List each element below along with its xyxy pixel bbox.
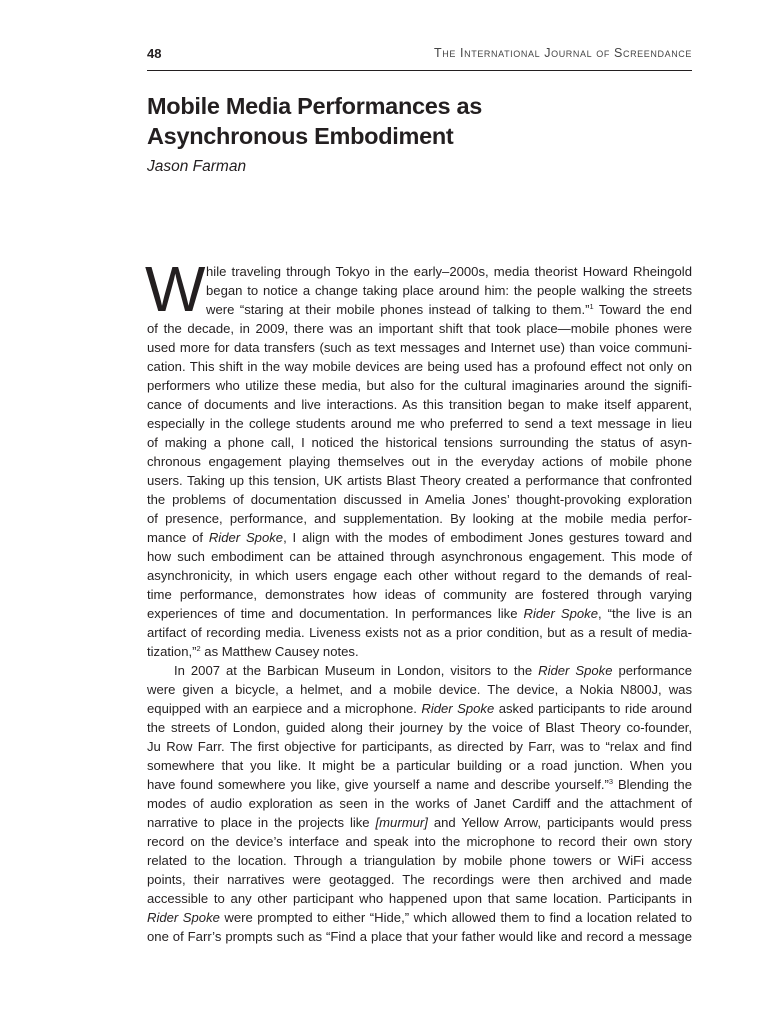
body-line xyxy=(147,376,692,395)
text-run: of making a phone call, I noticed the historical tensions surrounding the status of asyn- xyxy=(147,435,692,450)
italic-title: Rider Spoke xyxy=(523,606,598,621)
article-title-line: Mobile Media Performances as xyxy=(147,93,483,119)
text-run: asynchronicity, in which users engage each other without regard to the demands of real- xyxy=(147,568,692,583)
body-line xyxy=(147,528,692,547)
body-line xyxy=(147,262,692,281)
body-line xyxy=(147,832,692,851)
body-line xyxy=(147,718,692,737)
text-run: have found somewhere you like, give yourself a name and describe yourself.” xyxy=(147,777,609,792)
running-head xyxy=(147,46,692,62)
text-run: time performance, demonstrates how ideas of community are fostered through varying xyxy=(147,587,692,602)
text-run: hile traveling through Tokyo in the early–2000s, media theorist Howard Rheingold xyxy=(206,264,692,279)
text-run: one of Farr’s prompts such as “Find a place that your father would like and record a message xyxy=(147,929,692,944)
text-run: artifact of recording media. Liveness exists not as a prior condition, but as a result of media- xyxy=(147,625,692,640)
text-run: were “staring at their mobile phones instead of talking to them.” xyxy=(206,302,590,317)
text-run: used more for data transfers (such as text messages and Internet use) than voice communi- xyxy=(147,340,692,355)
body-line xyxy=(147,699,692,718)
footnote-ref: 3 xyxy=(608,777,614,786)
text-run: modes of audio exploration as seen in the works of Janet Cardiff and the attachment of xyxy=(147,796,692,811)
body-line xyxy=(147,794,692,813)
journal-title: The International Journal of Screendance xyxy=(434,46,692,60)
article-body xyxy=(145,253,693,946)
body-line xyxy=(147,623,692,642)
text-run: especially in the college students around me who preferred to send a text message in lieu xyxy=(147,416,692,431)
body-line xyxy=(147,927,692,946)
drop-cap: W xyxy=(145,253,206,325)
body-line xyxy=(147,471,692,490)
body-line xyxy=(147,490,692,509)
body-line xyxy=(147,433,692,452)
body-line xyxy=(147,889,692,908)
text-run: accessible to any other participant who happened upon that same location. Participants in xyxy=(147,891,692,906)
text-run: of the decade, in 2009, there was an important shift that took place—mobile phones were xyxy=(147,321,692,336)
body-line xyxy=(147,414,692,433)
body-line xyxy=(147,585,692,604)
text-run: chronous engagement playing themselves out in the everyday actions of mobile phone xyxy=(147,454,692,469)
text-run: , “the live is an xyxy=(597,606,692,621)
body-line xyxy=(147,870,692,889)
text-run: were prompted to either “Hide,” which allowed them to find a location related to xyxy=(219,910,692,925)
italic-title: [murmur] xyxy=(375,815,428,830)
body-line xyxy=(147,908,692,927)
body-line xyxy=(147,661,692,680)
italic-title: Rider Spoke xyxy=(421,701,495,716)
header-divider xyxy=(147,70,692,71)
body-line xyxy=(147,281,692,300)
text-run: experiences of time and documentation. In performances like xyxy=(147,606,524,621)
italic-title: Rider Spoke xyxy=(538,663,613,678)
text-run: record on the device’s interface and speak into the microphone to record their own story xyxy=(147,834,692,849)
body-line xyxy=(147,775,692,794)
body-line xyxy=(147,604,692,623)
text-run: cance of documents and live interactions. As this transition began to make itself apparent, xyxy=(147,397,692,412)
body-line xyxy=(147,642,692,661)
body-line xyxy=(147,300,692,319)
article-title xyxy=(147,91,692,151)
body-line xyxy=(147,338,692,357)
author-name: Jason Farman xyxy=(147,158,247,175)
text-run: as Matthew Causey notes. xyxy=(200,644,359,659)
body-line xyxy=(147,680,692,699)
body-line xyxy=(147,452,692,471)
text-run: performers who utilize these media, but also for the cultural imaginaries around the signifi- xyxy=(147,378,692,393)
text-run: Toward the end xyxy=(593,302,693,317)
text-run: and Yellow Arrow, participants would press xyxy=(427,815,692,830)
body-line xyxy=(147,547,692,566)
body-line xyxy=(147,813,692,832)
body-line xyxy=(147,357,692,376)
italic-title: Rider Spoke xyxy=(208,530,284,545)
text-run: of presence, performance, and supplementation. By looking at the mobile media perfor- xyxy=(147,511,692,526)
text-run: Ju Row Farr. The first objective for participants, as directed by Farr, was to “relax and find xyxy=(147,739,692,754)
text-run: related to the location. Through a triangulation by mobile phone towers or WiFi access xyxy=(147,853,692,868)
text-run: Blending the xyxy=(613,777,692,792)
body-line xyxy=(147,851,692,870)
footnote-ref: 1 xyxy=(589,302,594,311)
body-line xyxy=(147,319,692,338)
text-run: mance of xyxy=(147,530,209,545)
text-run: began to notice a change taking place around him: the people walking the streets xyxy=(206,283,692,298)
text-run: equipped with an earpiece and a microphone. xyxy=(147,701,422,716)
text-run: cation. This shift in the way mobile devices are being used has a profound effect not only on xyxy=(147,359,692,374)
article-title-line: Asynchronous Embodiment xyxy=(147,123,454,149)
italic-title: Rider Spoke xyxy=(147,910,220,925)
text-run: In 2007 at the Barbican Museum in London, visitors to the xyxy=(174,663,539,678)
text-run: points, their narratives were geotagged. The recordings were then archived and made xyxy=(147,872,692,887)
text-run: users. Taking up this tension, UK artists Blast Theory created a performance that confronted xyxy=(147,473,692,488)
body-line xyxy=(147,756,692,775)
text-run: were given a bicycle, a helmet, and a mobile device. The device, a Nokia N800J, was xyxy=(147,682,692,697)
text-run: asked participants to ride around xyxy=(494,701,692,716)
text-run: , I align with the modes of embodiment Jones gestures toward and xyxy=(283,530,692,545)
page-number: 48 xyxy=(147,46,162,61)
text-run: tization,” xyxy=(147,644,197,659)
text-run: the streets of London, guided along their journey by the voice of Blast Theory co-founder, xyxy=(147,720,692,735)
footnote-ref: 2 xyxy=(196,644,201,653)
text-run: how such embodiment can be attained through asynchronous engagement. This mode of xyxy=(147,549,692,564)
body-line xyxy=(147,395,692,414)
body-line xyxy=(147,737,692,756)
body-line xyxy=(147,566,692,585)
text-run: performance xyxy=(612,663,692,678)
text-run: the problems of documentation discussed in Amelia Jones’ thought-provoking exploration xyxy=(147,492,692,507)
text-run: somewhere that you like. It might be a particular building or a road junction. When you xyxy=(147,758,692,773)
body-line xyxy=(147,509,692,528)
text-run: narrative to place in the projects like xyxy=(147,815,376,830)
